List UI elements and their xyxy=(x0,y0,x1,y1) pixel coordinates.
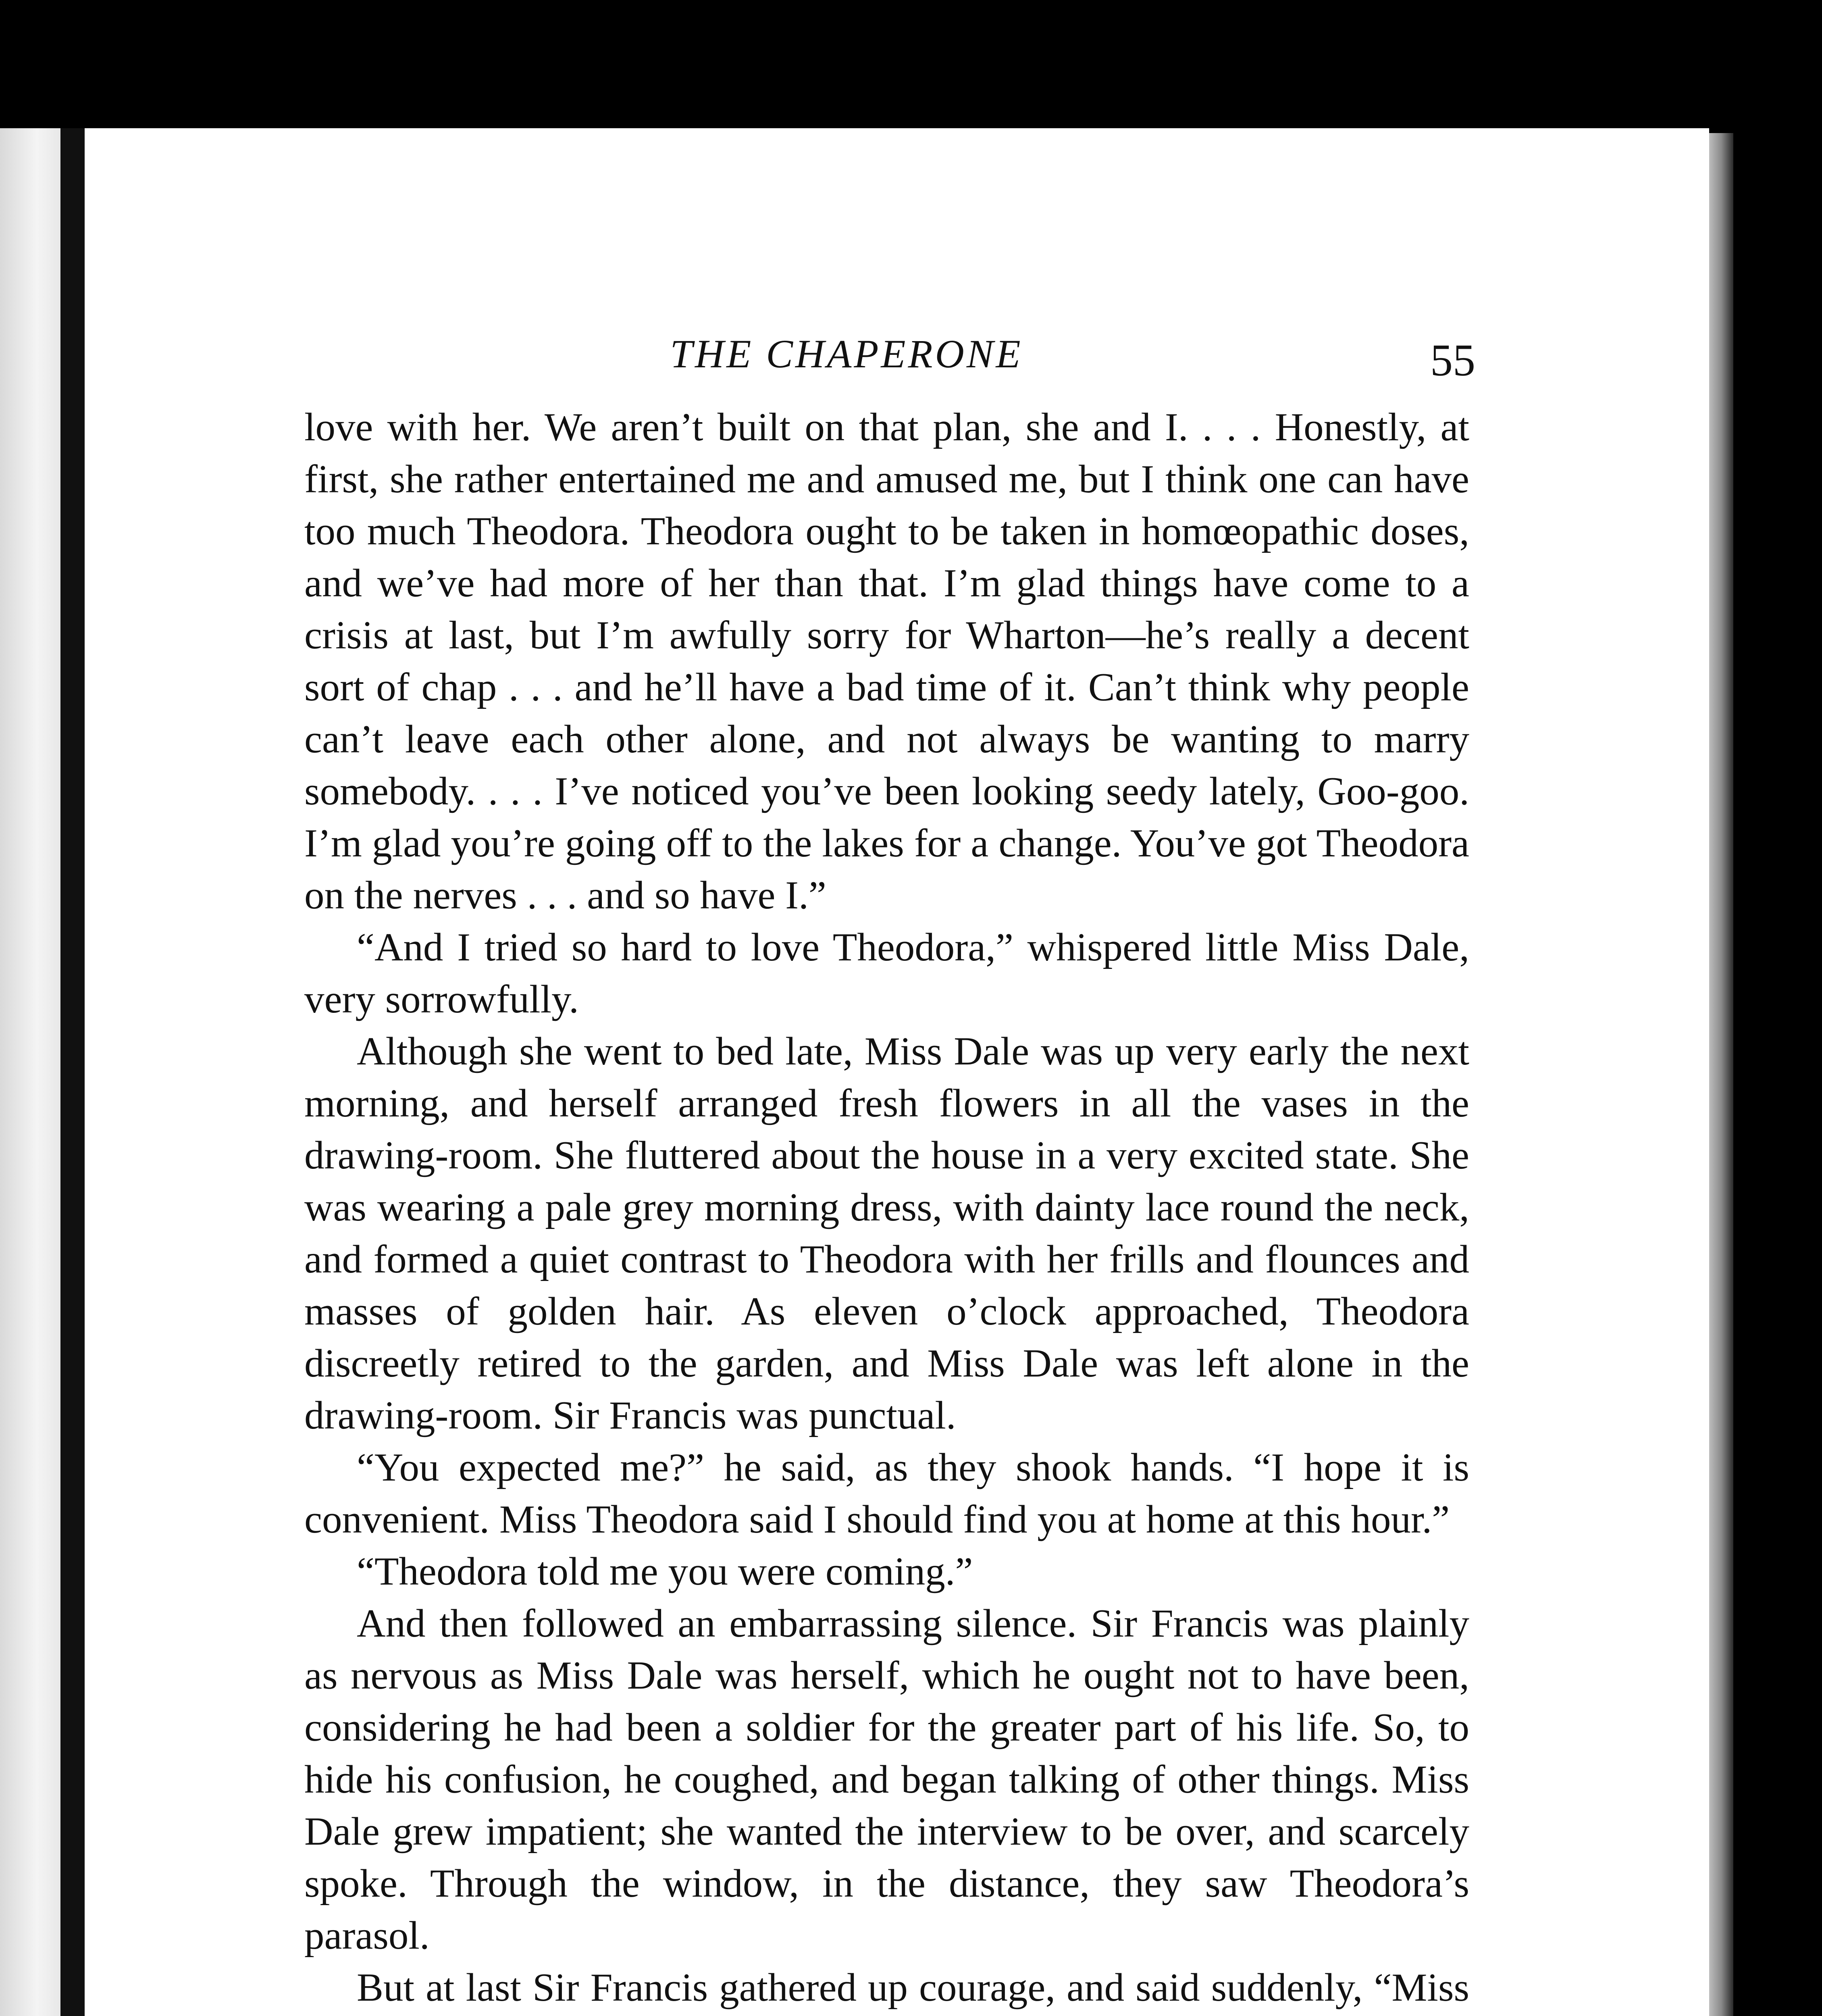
running-title: THE CHAPERONE xyxy=(670,331,1023,376)
paragraph: “Theodora told me you were coming.” xyxy=(357,1549,973,1593)
body-text xyxy=(304,401,1469,2016)
paragraph: love with her. We aren’t built on that plan, she and I. . . . Honestly, at first, she rather entertained me and amused me, but I think one can have too much Theodora. Theodora ought to be taken in homœopathic doses, and we’ve had more of her than that. I’m glad things have come to a crisis at last, but I’m awfully sorry for Wharton—he’s really a decent sort of chap . . . and he’ll have a bad time of it. Can’t think why people can’t leave each other alone, and not always be wanting to marry somebody. . . . I’ve noticed you’ve been looking seedy lately, Goo-goo. I’m glad you’re going off to the lakes for a change. You’ve got Theodora on the nerves . . . and so have I.” xyxy=(304,405,1469,917)
running-head xyxy=(218,331,1475,387)
paragraph: “You expected me?” he said, as they shook hands. “I hope it is convenient. Miss Theodora said I should find you at home at this hour.” xyxy=(304,1445,1469,1541)
paragraph: And then followed an embarrassing silence. Sir Francis was plainly as nervous as Miss Dale was herself, which he ought not to have been, considering he had been a soldier for the greater part of his life. So, to hide his confusion, he coughed, and began talking of other things. Miss Dale grew impatient; she wanted the interview to be over, and scarcely spoke. Through the window, in the distance, they saw Theodora’s parasol. xyxy=(304,1602,1469,1958)
paragraph: “And I tried so hard to love Theodora,” whispered little Miss Dale, very sorrowfully. xyxy=(304,925,1469,1021)
paragraph: But at last Sir Francis gathered up courage, and said suddenly, “Miss xyxy=(357,1966,1469,2010)
page-stack-edge xyxy=(1709,133,1733,2016)
page-number: 55 xyxy=(1430,335,1475,385)
paragraph: Although she went to bed late, Miss Dale was up very early the next morning, and herself arranged fresh flowers in all the vases in the drawing-room. She fluttered about the house in a very excited state. She was wearing a pale grey morning dress, with dainty lace round the neck, and formed a quiet contrast to Theodora with her frills and flounces and masses of golden hair. As eleven o’clock approached, Theodora discreetly retired to the garden, and Miss Dale was left alone in the drawing-room. Sir Francis was punctual. xyxy=(304,1029,1469,1437)
